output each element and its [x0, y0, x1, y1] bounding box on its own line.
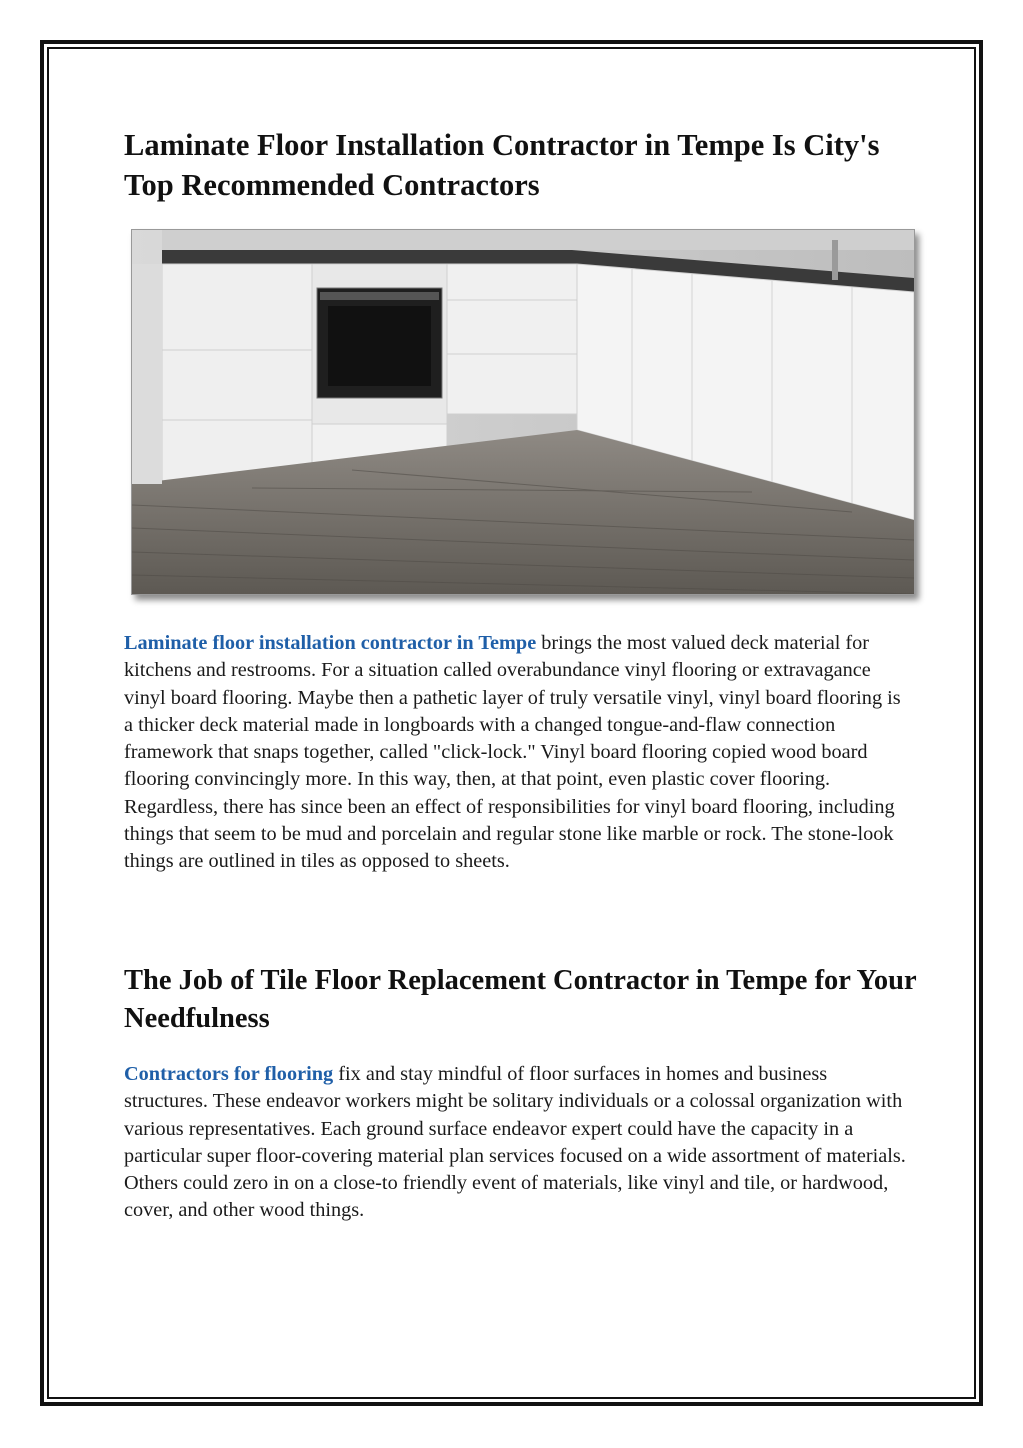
flooring-contractors-link[interactable]: Contractors for flooring — [124, 1063, 334, 1085]
section-title: The Job of Tile Floor Replacement Contractor in Tempe for Your Needfulness — [124, 965, 917, 1034]
second-paragraph-body: fix and stay mindful of floor surfaces in homes and business structures. These endeavor workers might be solitary individuals or a colossal organization with various representatives. Each ground surface endeavor expert could have the capacity in a particular super floor-covering material plan services focused on a wide assortment of materials. Others could zero in on a close-to friendly event of materials, like vinyl and tile, or hardwood, cover, and other wood things. — [124, 1063, 906, 1222]
kitchen-floor-photo — [131, 229, 915, 595]
second-paragraph — [124, 1061, 914, 1225]
page-title: Laminate Floor Installation Contractor in Tempe Is City's Top Recommended Contractors — [124, 128, 880, 202]
laminate-contractor-link[interactable]: Laminate floor installation contractor in Tempe — [124, 632, 537, 654]
intro-paragraph — [124, 630, 914, 876]
intro-paragraph-body: brings the most valued deck material for kitchens and restrooms. For a situation called overabundance vinyl flooring or extravagance vinyl board flooring. Maybe then a pathetic layer of truly versatile vinyl, vinyl board flooring is a thicker deck material made in longboards with a changed tongue-and-flaw connection framework that snaps together, called "click-lock." Vinyl board flooring copied wood board flooring convincingly more. In this way, then, at that point, even plastic cover flooring. Regardless, there has since been an effect of responsibilities for vinyl board flooring, including things that seem to be mud and porcelain and regular stone like marble or rock. The stone-look things are outlined in tiles as opposed to sheets. — [124, 632, 901, 873]
